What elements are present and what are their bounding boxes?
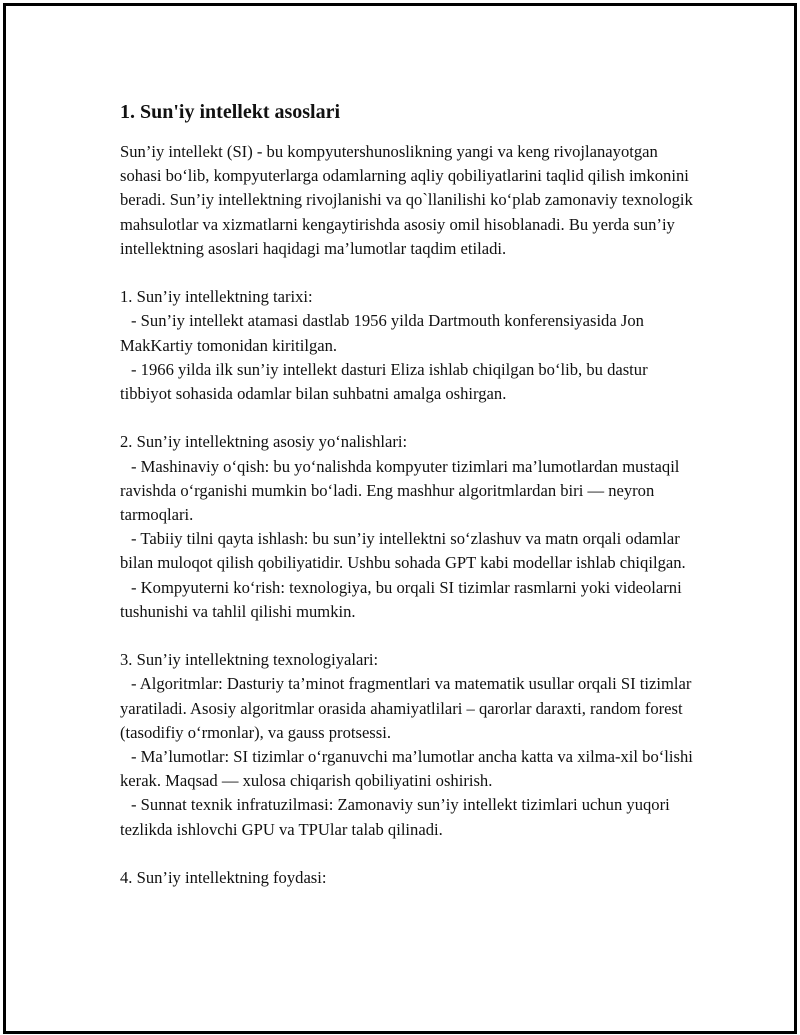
document-title: 1. Sun'iy intellekt asoslari <box>120 101 341 123</box>
bullet-item: - 1966 yilda ilk sun’iy intellekt dasturi Eliza ishlab chiqilgan bo‘lib, bu dastur tibbiyot sohasida odamlar bilan suhbatni amalga oshirgan. <box>120 359 648 404</box>
section-technologies <box>120 648 700 842</box>
bullet-item: - Sun’iy intellekt atamasi dastlab 1956 yilda Dartmouth konferensiyasida Jon MakKartiy tomonidan kiritilgan. <box>120 311 644 355</box>
section-heading: 1. Sun’iy intellektning tarixi: <box>120 287 313 307</box>
section-directions <box>120 430 700 624</box>
intro-paragraph: Sun’iy intellekt (SI) - bu kompyutershunoslikning yangi va keng rivojlanayotgan sohasi bo‘lib, kompyuterlarga odamlarning aqliy qobiliyatlarini taqlid qilish imkonini beradi. Sun’iy intellektning rivojlanishi va qo`llanilishi ko‘plab zamonaviy texnologik mahsulotlar va xizmatlarni kengaytirishda asosiy omil hisoblanadi. Bu yerda sun’iy intellektning asoslari haqidagi ma’lumotlar taqdim etiladi. <box>120 142 693 258</box>
section-heading: 4. Sun’iy intellektning foydasi: <box>120 868 327 888</box>
document-body <box>120 98 700 890</box>
bullet-item: - Mashinaviy o‘qish: bu yo‘nalishda kompyuter tizimlari ma’lumotlardan mustaqil ravishda o‘rganishi mumkin bo‘ladi. Eng mashhur algoritmlardan biri — neyron tarmoqlari. <box>120 456 680 525</box>
bullet-item: - Algoritmlar: Dasturiy ta’minot fragmentlari va matematik usullar orqali SI tizimlar yaratiladi. Asosiy algoritmlar orasida ahamiyatlilari – qarorlar daraxti, random forest (tasodifiy o‘rmonlar), va gauss protsessi. <box>120 674 692 742</box>
section-history <box>120 285 700 406</box>
bullet-item: - Tabiiy tilni qayta ishlash: bu sun’iy intellektni so‘zlashuv va matn orqali odamlar bilan muloqot qilish qobiliyatidir. Ushbu sohada GPT kabi modellar ishlab chiqilgan. <box>120 529 686 573</box>
bullet-item: - Ma’lumotlar: SI tizimlar o‘rganuvchi ma’lumotlar ancha katta va xilma-xil bo‘lishi kerak. Maqsad — xulosa chiqarish qobiliyatini oshirish. <box>120 747 693 791</box>
section-heading: 3. Sun’iy intellektning texnologiyalari: <box>120 650 379 670</box>
page-frame <box>3 3 797 1034</box>
bullet-item: - Kompyuterni ko‘rish: texnologiya, bu orqali SI tizimlar rasmlarni yoki videolarni tushunishi va tahlil qilishi mumkin. <box>120 577 682 621</box>
section-heading: 2. Sun’iy intellektning asosiy yo‘nalishlari: <box>120 432 408 452</box>
section-benefits <box>120 866 700 890</box>
bullet-item: - Sunnat texnik infratuzilmasi: Zamonaviy sun’iy intellekt tizimlari uchun yuqori tezlikda ishlovchi GPU va TPUlar talab qilinadi. <box>120 795 670 839</box>
